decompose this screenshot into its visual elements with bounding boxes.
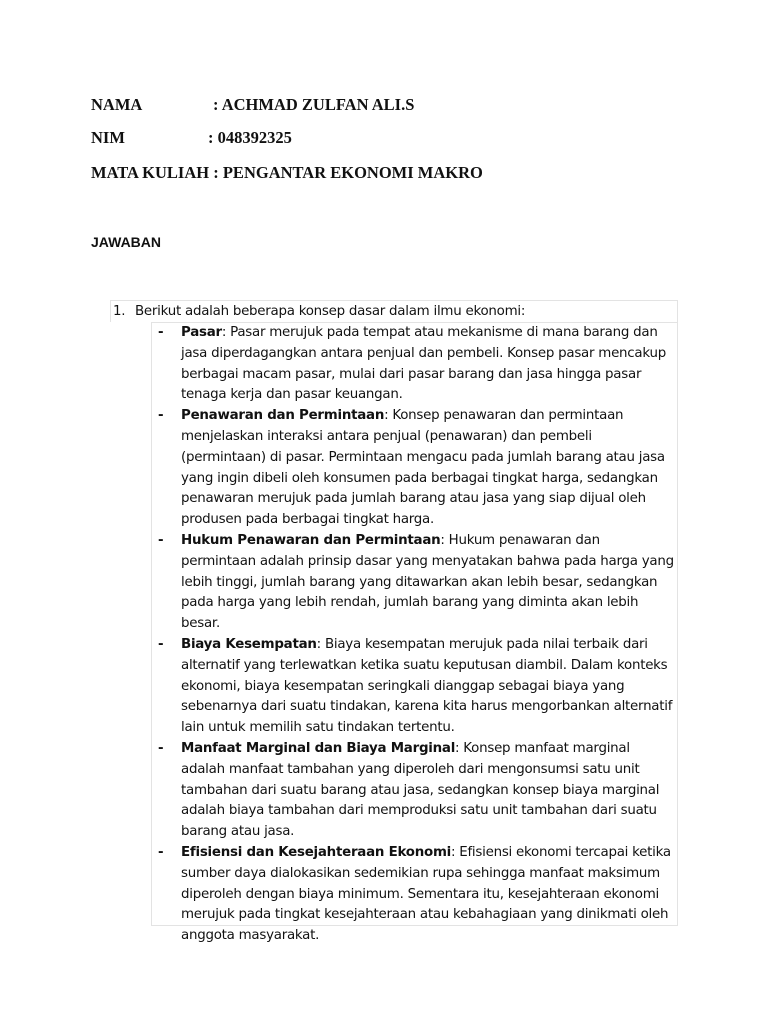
concept-term: Penawaran dan Permintaan xyxy=(181,408,385,424)
nim-label: NIM xyxy=(91,128,125,147)
section-title: JAWABAN xyxy=(91,234,162,250)
list-item xyxy=(156,531,676,635)
answer-intro xyxy=(113,302,525,323)
list-item xyxy=(156,843,676,947)
mata-kuliah-label: MATA KULIAH xyxy=(91,163,210,182)
nama-value: : ACHMAD ZULFAN ALI.S xyxy=(213,95,415,114)
bullet-dash: - xyxy=(158,325,164,340)
concept-text: : Konsep manfaat marginal adalah manfaat tambahan yang diperoleh dari mengonsumsi satu unit tambahan dari suatu barang atau jasa, sedangkan konsep biaya marginal adalah biaya tambahan dari memproduksi satu unit tambahan dari suatu barang atau jasa. xyxy=(181,740,660,840)
bullet-dash: - xyxy=(158,740,164,756)
concept-text: : Konsep penawaran dan permintaan menjelaskan interaksi antara penjual (penawaran) dan pembeli (permintaan) di pasar. Permintaan mengacu pada jumlah barang atau jasa yang ingin dibeli oleh konsumen pada berbagai tingkat harga, sedangkan penawaran merujuk pada jumlah barang atau jasa yang siap dijual oleh produsen pada berbagai tingkat harga. xyxy=(181,408,665,528)
concept-text: : Efisiensi ekonomi tercapai ketika sumber daya dialokasikan sedemikian rupa sehingga manfaat maksimum diperoleh dengan biaya minimum. Sementara itu, kesejahteraan ekonomi merujuk pada tingkat kesejahteraan atau kebahagiaan yang dinikmati oleh anggota masyarakat. xyxy=(181,844,671,944)
concept-text: : Hukum penawaran dan permintaan adalah prinsip dasar yang menyatakan bahwa pada harga yang lebih tinggi, jumlah barang yang ditawarkan akan lebih besar, sedangkan pada harga yang lebih rendah, jumlah barang yang diminta akan lebih besar. xyxy=(181,532,674,632)
concept-term: Biaya Kesempatan xyxy=(181,636,317,652)
nama-label: NAMA xyxy=(91,95,143,114)
bullet-dash: - xyxy=(158,844,164,860)
bullet-dash: - xyxy=(158,636,164,652)
bullet-dash: - xyxy=(158,532,164,548)
answer-number: 1. xyxy=(113,304,126,319)
list-item xyxy=(156,635,676,739)
concept-text: : Biaya kesempatan merujuk pada nilai terbaik dari alternatif yang terlewatkan ketika suatu keputusan diambil. Dalam konteks ekonomi, biaya kesempatan seringkali dianggap sebagai biaya yang sebenarnya dari suatu tindakan, karena kita harus mengorbankan alternatif lain untuk memilih satu tindakan tertentu. xyxy=(181,636,673,736)
list-item xyxy=(156,406,676,531)
mata-kuliah-value: : PENGANTAR EKONOMI MAKRO xyxy=(209,163,483,182)
mata-kuliah-row xyxy=(91,163,483,183)
nim-value: : 048392325 xyxy=(208,128,292,147)
answer-intro-text: Berikut adalah beberapa konsep dasar dalam ilmu ekonomi: xyxy=(135,304,526,319)
bullet-dash: - xyxy=(158,408,164,424)
concept-text: : Pasar merujuk pada tempat atau mekanisme di mana barang dan jasa diperdagangkan antara penjual dan pembeli. Konsep pasar mencakup berbagai macam pasar, mulai dari pasar barang dan jasa hingga pasar tenaga kerja dan pasar keuangan. xyxy=(181,325,666,403)
concept-list xyxy=(156,323,676,947)
list-item xyxy=(156,323,676,406)
list-item xyxy=(156,739,676,843)
concept-term: Efisiensi dan Kesejahteraan Ekonomi xyxy=(181,844,451,860)
concept-term: Manfaat Marginal dan Biaya Marginal xyxy=(181,740,456,756)
concept-term: Pasar xyxy=(181,325,222,340)
concept-term: Hukum Penawaran dan Permintaan xyxy=(181,532,441,548)
